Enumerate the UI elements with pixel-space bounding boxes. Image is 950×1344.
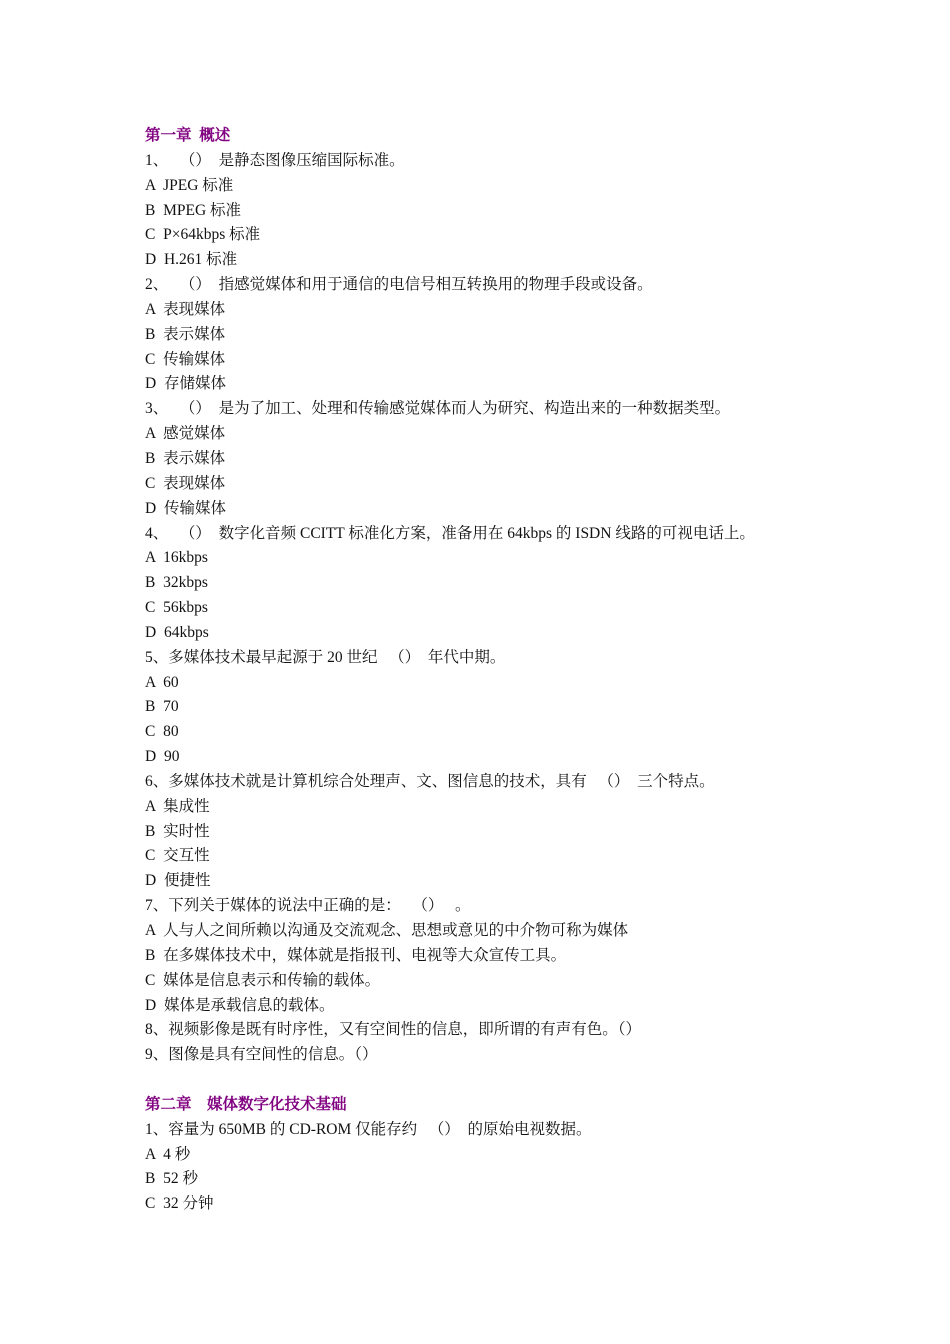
- answer-option: B MPEG 标准: [145, 201, 242, 219]
- answer-option: C P×64kbps 标准: [145, 226, 261, 244]
- question-text: 1、 （） 是静态图像压缩国际标准。: [145, 151, 405, 169]
- answer-option: D 便捷性: [145, 872, 211, 890]
- answer-option: A 集成性: [145, 797, 210, 815]
- answer-option: C 传输媒体: [145, 350, 226, 368]
- question-text: 4、 （） 数字化音频 CCITT 标准化方案，准备用在 64kbps 的 ISDN 线路的可视电话上。: [145, 524, 755, 542]
- answer-option: A 4 秒: [145, 1145, 191, 1163]
- question-text: 2、 （） 指感觉媒体和用于通信的电信号相互转换用的物理手段或设备。: [145, 276, 653, 294]
- answer-option: D 媒体是承载信息的载体。: [145, 996, 335, 1014]
- question-text: 9、图像是具有空间性的信息。（）: [145, 1046, 378, 1064]
- answer-option: B 32kbps: [145, 574, 208, 592]
- answer-option: B 表示媒体: [145, 325, 226, 343]
- question-text: 6、多媒体技术就是计算机综合处理声、文、图信息的技术，具有 （） 三个特点。: [145, 772, 715, 790]
- chapter-section: [145, 1093, 905, 1217]
- chapter-heading: 第一章 概述: [145, 127, 231, 144]
- answer-option: A 表现媒体: [145, 300, 226, 318]
- answer-option: A 人与人之间所赖以沟通及交流观念、思想或意见的中介物可称为媒体: [145, 922, 629, 939]
- answer-option: C 交互性: [145, 847, 210, 865]
- question-text: 7、下列关于媒体的说法中正确的是： （） 。: [145, 897, 471, 915]
- answer-option: D 传输媒体: [145, 499, 226, 517]
- answer-option: A 16kbps: [145, 549, 208, 567]
- answer-option: A JPEG 标准: [145, 176, 234, 194]
- question-text: 8、视频影像是既有时序性，又有空间性的信息，即所谓的有声有色。（）: [145, 1021, 642, 1039]
- chapter-section: [145, 124, 905, 1068]
- answer-option: B 实时性: [145, 822, 210, 840]
- answer-option: A 感觉媒体: [145, 425, 226, 443]
- answer-option: B 表示媒体: [145, 449, 226, 467]
- answer-option: C 32 分钟: [145, 1195, 214, 1213]
- answer-option: B 52 秒: [145, 1170, 198, 1188]
- answer-option: C 媒体是信息表示和传输的载体。: [145, 971, 381, 989]
- question-text: 1、容量为 650MB 的 CD-ROM 仅能存约 （） 的原始电视数据。: [145, 1120, 592, 1138]
- chapter-heading: 第二章 媒体数字化技术基础: [145, 1095, 347, 1113]
- answer-option: D H.261 标准: [145, 251, 238, 269]
- document-page: [145, 124, 905, 1217]
- answer-option: B 在多媒体技术中，媒体就是指报刊、电视等大众宣传工具。: [145, 946, 567, 964]
- question-text: 3、 （） 是为了加工、处理和传输感觉媒体而人为研究、构造出来的一种数据类型。: [145, 400, 731, 418]
- answer-option: C 56kbps: [145, 599, 208, 617]
- answer-option: D 64kbps: [145, 623, 209, 641]
- question-text: 5、多媒体技术最早起源于 20 世纪 （） 年代中期。: [145, 648, 506, 666]
- answer-option: A 60: [145, 673, 179, 691]
- answer-option: C 表现媒体: [145, 474, 226, 492]
- answer-option: D 存储媒体: [145, 375, 226, 393]
- answer-option: D 90: [145, 748, 180, 766]
- section-spacer: [145, 1068, 905, 1093]
- answer-option: B 70: [145, 698, 179, 716]
- answer-option: C 80: [145, 723, 179, 741]
- chapter-list: [145, 124, 905, 1217]
